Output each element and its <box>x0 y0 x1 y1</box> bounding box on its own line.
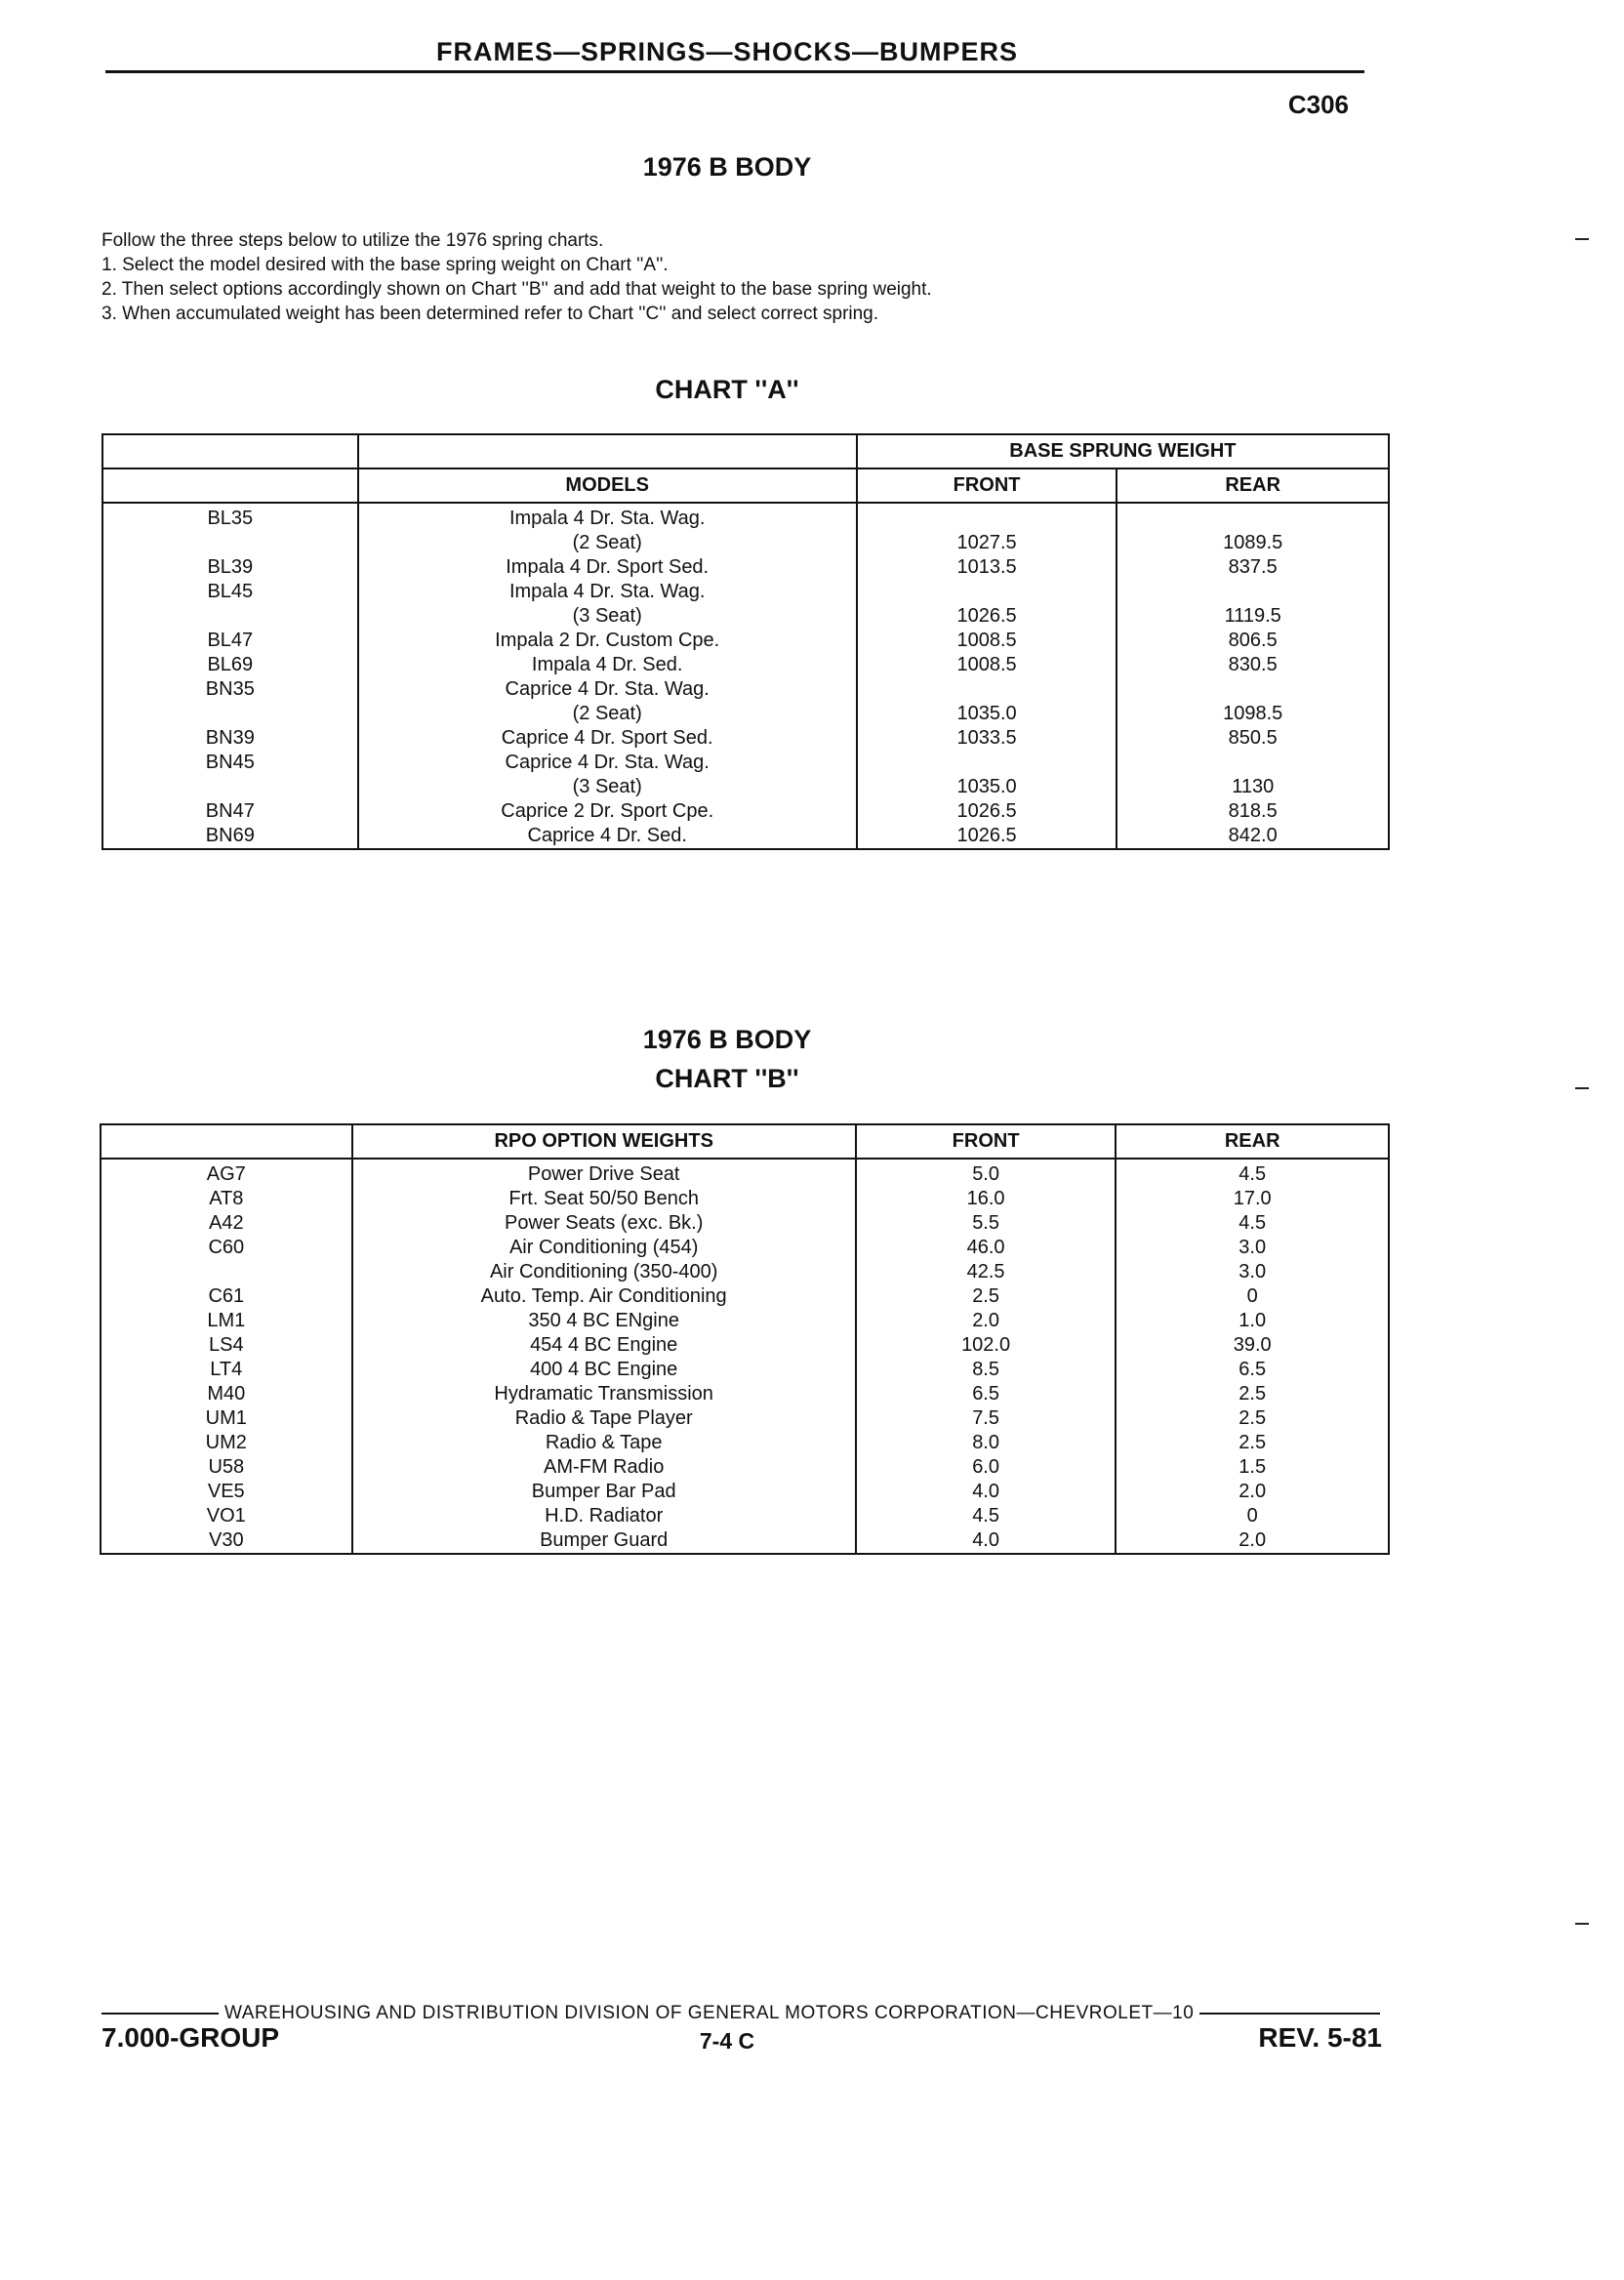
chart-b-cell-description: 400 4 BC Engine <box>352 1358 856 1382</box>
chart-b-cell-description: Power Seats (exc. Bk.) <box>352 1211 856 1236</box>
chart-b-cell-rear: 0 <box>1116 1284 1389 1309</box>
chart-a-table-row <box>102 775 1389 799</box>
chart-b-cell-rear: 4.5 <box>1116 1211 1389 1236</box>
chart-a-cell-code: BN35 <box>102 677 358 702</box>
chart-b-cell-description: Power Drive Seat <box>352 1159 856 1187</box>
footer-rule <box>1199 2013 1380 2015</box>
chart-b-header-front: FRONT <box>856 1124 1116 1159</box>
chart-a-cell-rear <box>1116 503 1389 531</box>
chart-b-cell-code: C60 <box>101 1236 352 1260</box>
instructions <box>102 228 1273 326</box>
chart-b-cell-rear: 4.5 <box>1116 1159 1389 1187</box>
chart-a-body <box>102 503 1389 849</box>
chart-b-table-row <box>101 1159 1389 1187</box>
margin-tick <box>1575 1923 1589 1925</box>
chart-a-cell-rear: 850.5 <box>1116 726 1389 751</box>
chart-a-cell-front: 1026.5 <box>857 604 1117 629</box>
chart-a-cell-rear: 1130 <box>1116 775 1389 799</box>
chart-a-cell-front <box>857 677 1117 702</box>
chart-a-cell-front: 1035.0 <box>857 775 1117 799</box>
chart-b-cell-front: 42.5 <box>856 1260 1116 1284</box>
chart-b-cell-front: 8.5 <box>856 1358 1116 1382</box>
footer-division-line <box>102 2003 1380 2024</box>
chart-b-cell-front: 5.5 <box>856 1211 1116 1236</box>
chart-b-cell-rear: 2.5 <box>1116 1431 1389 1455</box>
chart-b-table-row <box>101 1211 1389 1236</box>
chart-b-table-row <box>101 1358 1389 1382</box>
chart-a-title: CHART ''A'' <box>655 375 799 404</box>
chart-a-cell-front: 1033.5 <box>857 726 1117 751</box>
chart-a-cell-front: 1026.5 <box>857 824 1117 849</box>
chart-a-cell-description: Caprice 4 Dr. Sed. <box>358 824 857 849</box>
section-title: 1976 B BODY <box>642 152 812 182</box>
intro-step-2: 2. Then select options accordingly shown on Chart ''B'' and add that weight to the base spring weight. <box>102 279 932 300</box>
chart-a-cell-code: BL45 <box>102 580 358 604</box>
page-header-title: FRAMES—SPRINGS—SHOCKS—BUMPERS <box>435 37 1019 66</box>
chart-b-header-rear: REAR <box>1116 1124 1389 1159</box>
chart-b-cell-rear: 1.0 <box>1116 1309 1389 1333</box>
chart-b-cell-description: Bumper Guard <box>352 1528 856 1554</box>
chart-a-table-row <box>102 677 1389 702</box>
chart-a-cell-code: BN47 <box>102 799 358 824</box>
chart-a-cell-rear: 1119.5 <box>1116 604 1389 629</box>
chart-a-cell-description: (2 Seat) <box>358 531 857 555</box>
footer-rule <box>102 2013 219 2015</box>
chart-b-cell-description: Frt. Seat 50/50 Bench <box>352 1187 856 1211</box>
chart-a-table-row <box>102 580 1389 604</box>
chart-a-header-front: FRONT <box>857 468 1117 503</box>
chart-a-cell-description: Impala 4 Dr. Sta. Wag. <box>358 580 857 604</box>
chart-a-header-row <box>102 468 1389 503</box>
chart-b-table-row <box>101 1406 1389 1431</box>
chart-b-cell-front: 6.5 <box>856 1382 1116 1406</box>
chart-b-cell-front: 6.0 <box>856 1455 1116 1480</box>
chart-b-cell-description: Air Conditioning (454) <box>352 1236 856 1260</box>
chart-b-cell-code: VO1 <box>101 1504 352 1528</box>
chart-a-cell-rear: 806.5 <box>1116 629 1389 653</box>
chart-b-table-row <box>101 1309 1389 1333</box>
chart-a-cell-code: BL35 <box>102 503 358 531</box>
chart-a-group-header: BASE SPRUNG WEIGHT <box>857 434 1389 468</box>
chart-b-cell-front: 7.5 <box>856 1406 1116 1431</box>
chart-b-table-row <box>101 1382 1389 1406</box>
chart-b-cell-description: Radio & Tape <box>352 1431 856 1455</box>
chart-a-cell-description: Caprice 2 Dr. Sport Cpe. <box>358 799 857 824</box>
chart-a-blank-cell <box>102 434 358 468</box>
chart-a-cell-description: (2 Seat) <box>358 702 857 726</box>
chart-a-cell-rear: 1089.5 <box>1116 531 1389 555</box>
chart-a-cell-code <box>102 604 358 629</box>
chart-a-cell-code: BL39 <box>102 555 358 580</box>
chart-a-table-row <box>102 629 1389 653</box>
chart-a-cell-rear <box>1116 751 1389 775</box>
chart-b-table-row <box>101 1236 1389 1260</box>
chart-b-cell-front: 102.0 <box>856 1333 1116 1358</box>
chart-a-cell-front: 1027.5 <box>857 531 1117 555</box>
chart-b-table-row <box>101 1260 1389 1284</box>
chart-b-cell-description: Auto. Temp. Air Conditioning <box>352 1284 856 1309</box>
chart-b-cell-description: H.D. Radiator <box>352 1504 856 1528</box>
intro-line: Follow the three steps below to utilize the 1976 spring charts. <box>102 230 604 251</box>
chart-b-cell-description: Air Conditioning (350-400) <box>352 1260 856 1284</box>
footer-revision: REV. 5-81 <box>1258 2022 1382 2053</box>
chart-a-table-row <box>102 604 1389 629</box>
chart-b-cell-front: 4.0 <box>856 1528 1116 1554</box>
chart-b-header-row <box>101 1124 1389 1159</box>
chart-b-cell-rear: 1.5 <box>1116 1455 1389 1480</box>
chart-a-table-row <box>102 799 1389 824</box>
chart-b-cell-description: AM-FM Radio <box>352 1455 856 1480</box>
chart-b-cell-description: Bumper Bar Pad <box>352 1480 856 1504</box>
chart-a-cell-description: Caprice 4 Dr. Sta. Wag. <box>358 751 857 775</box>
chart-a-cell-rear: 830.5 <box>1116 653 1389 677</box>
chart-a-table-row <box>102 653 1389 677</box>
chart-a-cell-code: BN45 <box>102 751 358 775</box>
chart-b-table-row <box>101 1480 1389 1504</box>
chart-b-cell-code <box>101 1260 352 1284</box>
chart-b-header-options: RPO OPTION WEIGHTS <box>352 1124 856 1159</box>
margin-tick <box>1575 238 1589 240</box>
chart-b-cell-rear: 3.0 <box>1116 1260 1389 1284</box>
chart-a-cell-front: 1008.5 <box>857 653 1117 677</box>
chart-a-cell-description: Caprice 4 Dr. Sport Sed. <box>358 726 857 751</box>
chart-a-table-row <box>102 726 1389 751</box>
chart-b-cell-front: 8.0 <box>856 1431 1116 1455</box>
chart-b-title: CHART ''B'' <box>655 1064 799 1093</box>
chart-a-cell-front <box>857 503 1117 531</box>
chart-b-cell-rear: 2.5 <box>1116 1382 1389 1406</box>
chart-b-cell-code: C61 <box>101 1284 352 1309</box>
chart-a-cell-code <box>102 702 358 726</box>
chart-a-cell-code <box>102 531 358 555</box>
chart-a-cell-description: Impala 4 Dr. Sed. <box>358 653 857 677</box>
chart-a-cell-description: (3 Seat) <box>358 604 857 629</box>
chart-a-cell-description: Impala 4 Dr. Sport Sed. <box>358 555 857 580</box>
chart-a-cell-rear: 818.5 <box>1116 799 1389 824</box>
chart-b-cell-front: 5.0 <box>856 1159 1116 1187</box>
chart-a-header-rear: REAR <box>1116 468 1389 503</box>
chart-a-cell-front: 1013.5 <box>857 555 1117 580</box>
chart-b-cell-description: 350 4 BC ENgine <box>352 1309 856 1333</box>
chart-a-header-cell <box>102 468 358 503</box>
chart-b-cell-description: Hydramatic Transmission <box>352 1382 856 1406</box>
chart-a-cell-description: Caprice 4 Dr. Sta. Wag. <box>358 677 857 702</box>
chart-b-cell-code: AG7 <box>101 1159 352 1187</box>
section-title-2: 1976 B BODY <box>642 1025 812 1054</box>
chart-b-cell-code: UM1 <box>101 1406 352 1431</box>
chart-b-cell-front: 16.0 <box>856 1187 1116 1211</box>
footer-division: WAREHOUSING AND DISTRIBUTION DIVISION OF GENERAL MOTORS CORPORATION—CHEVROLET—10 <box>224 2003 1195 2023</box>
chart-b-cell-front: 4.0 <box>856 1480 1116 1504</box>
chart-a-cell-description: (3 Seat) <box>358 775 857 799</box>
chart-a-cell-code: BL69 <box>102 653 358 677</box>
chart-b-cell-front: 4.5 <box>856 1504 1116 1528</box>
chart-b-cell-code: AT8 <box>101 1187 352 1211</box>
chart-a-cell-rear: 837.5 <box>1116 555 1389 580</box>
chart-a-header-models: MODELS <box>358 468 857 503</box>
chart-a-cell-front: 1008.5 <box>857 629 1117 653</box>
chart-b-cell-rear: 0 <box>1116 1504 1389 1528</box>
chart-b-cell-code: V30 <box>101 1528 352 1554</box>
chart-a-table-row <box>102 751 1389 775</box>
chart-a-cell-code: BN69 <box>102 824 358 849</box>
chart-b-body <box>101 1159 1389 1554</box>
chart-a-cell-rear <box>1116 580 1389 604</box>
chart-a-cell-rear <box>1116 677 1389 702</box>
chart-a-blank-cell <box>358 434 857 468</box>
chart-a-cell-code: BL47 <box>102 629 358 653</box>
chart-b-cell-description: 454 4 BC Engine <box>352 1333 856 1358</box>
chart-b-cell-code: LM1 <box>101 1309 352 1333</box>
chart-b-table <box>100 1123 1390 1555</box>
chart-b-cell-code: VE5 <box>101 1480 352 1504</box>
chart-b-table-row <box>101 1333 1389 1358</box>
chart-b-cell-rear: 2.5 <box>1116 1406 1389 1431</box>
chart-b-table-row <box>101 1284 1389 1309</box>
chart-a-table-row <box>102 555 1389 580</box>
chart-a-table-row <box>102 503 1389 531</box>
chart-b-cell-code: U58 <box>101 1455 352 1480</box>
chart-a-table-row <box>102 531 1389 555</box>
chart-b-table-row <box>101 1504 1389 1528</box>
chart-b-table-row <box>101 1431 1389 1455</box>
chart-b-header-cell <box>101 1124 352 1159</box>
chart-a-cell-front: 1026.5 <box>857 799 1117 824</box>
chart-a-cell-code <box>102 775 358 799</box>
chart-a-table-row <box>102 824 1389 849</box>
chart-a-cell-front <box>857 751 1117 775</box>
chart-b-cell-rear: 2.0 <box>1116 1480 1389 1504</box>
chart-a-cell-front <box>857 580 1117 604</box>
chart-b-cell-code: A42 <box>101 1211 352 1236</box>
chart-b-cell-description: Radio & Tape Player <box>352 1406 856 1431</box>
chart-a-table-row <box>102 702 1389 726</box>
chart-b-cell-code: LT4 <box>101 1358 352 1382</box>
chart-b-cell-front: 46.0 <box>856 1236 1116 1260</box>
chart-a-cell-rear: 842.0 <box>1116 824 1389 849</box>
footer-group: 7.000-GROUP <box>102 2022 280 2053</box>
chart-b-table-row <box>101 1455 1389 1480</box>
chart-a-table <box>102 433 1390 850</box>
chart-a-cell-description: Impala 4 Dr. Sta. Wag. <box>358 503 857 531</box>
footer-page-number: 7-4 C <box>699 2028 755 2054</box>
chart-b-cell-rear: 17.0 <box>1116 1187 1389 1211</box>
chart-a-cell-front: 1035.0 <box>857 702 1117 726</box>
chart-b-cell-code: M40 <box>101 1382 352 1406</box>
page-code: C306 <box>1287 90 1349 119</box>
intro-step-1: 1. Select the model desired with the base spring weight on Chart ''A''. <box>102 255 669 275</box>
chart-b-cell-rear: 3.0 <box>1116 1236 1389 1260</box>
header-rule <box>105 70 1364 73</box>
chart-b-cell-code: LS4 <box>101 1333 352 1358</box>
margin-tick <box>1575 1087 1589 1089</box>
chart-a-cell-code: BN39 <box>102 726 358 751</box>
chart-a-cell-description: Impala 2 Dr. Custom Cpe. <box>358 629 857 653</box>
chart-b-cell-rear: 6.5 <box>1116 1358 1389 1382</box>
chart-b-cell-front: 2.5 <box>856 1284 1116 1309</box>
chart-b-table-row <box>101 1528 1389 1554</box>
chart-b-table-row <box>101 1187 1389 1211</box>
chart-b-cell-rear: 2.0 <box>1116 1528 1389 1554</box>
intro-step-3: 3. When accumulated weight has been determined refer to Chart ''C'' and select correct spring. <box>102 304 879 324</box>
chart-b-cell-code: UM2 <box>101 1431 352 1455</box>
chart-a-cell-rear: 1098.5 <box>1116 702 1389 726</box>
chart-b-cell-front: 2.0 <box>856 1309 1116 1333</box>
chart-a-group-header-row <box>102 434 1389 468</box>
chart-b-cell-rear: 39.0 <box>1116 1333 1389 1358</box>
